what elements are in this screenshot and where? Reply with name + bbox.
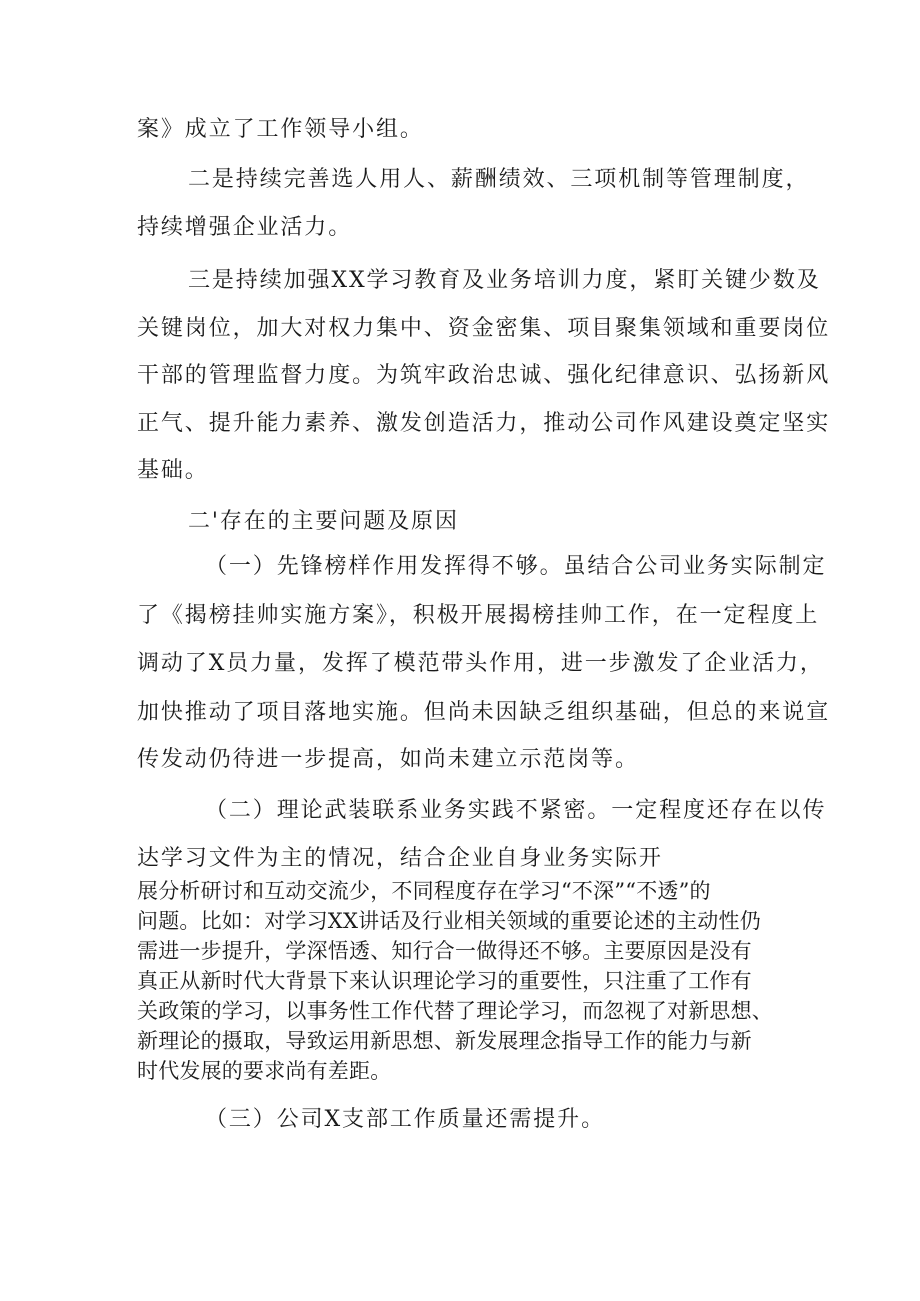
paragraph-line: 基础。: [137, 458, 209, 483]
paragraph-line: （二）理论武装联系业务实践不紧密。一定程度还存在以传: [205, 798, 827, 823]
paragraph-line: 问题。比如：对学习XX讲话及行业相关领域的重要论述的主动性仍: [137, 909, 761, 933]
section-heading: 二'存在的主要问题及原因: [188, 509, 459, 534]
paragraph-line: 需进一步提升，学深悟透、知行合一做得还不够。主要原因是没有: [137, 939, 752, 963]
paragraph-line: 达学习文件为主的情况，结合企业自身业务实际开: [137, 846, 663, 871]
paragraph-line: 持续增强企业活力。: [137, 215, 353, 240]
paragraph-line: （一）先锋榜样作用发挥得不够。虽结合公司业务实际制定: [205, 554, 827, 579]
paragraph-line: 传发动仍待进一步提高，如尚未建立示范岗等。: [137, 747, 639, 772]
paragraph-line: 调动了X员力量，发挥了模范带头作用，进一步激发了企业活力，: [137, 651, 824, 676]
paragraph-line: （三）公司X支部工作质量还需提升。: [205, 1107, 605, 1132]
paragraph-line: 正气、提升能力素养、激发创造活力，推动公司作风建设奠定坚实: [137, 411, 831, 436]
paragraph-line: 加快推动了项目落地实施。但尚未因缺乏组织基础，但总的来说宣: [137, 700, 831, 725]
paragraph-line: 三是持续加强XX学习教育及业务培训力度，紧盯关键少数及: [188, 268, 821, 293]
paragraph-line: 展分析研讨和互动交流少，不同程度存在学习“不深”“不透”的: [137, 879, 711, 903]
paragraph-line: 干部的管理监督力度。为筑牢政治忠诚、强化纪律意识、弘扬新风: [137, 363, 831, 388]
paragraph-line: 新理论的摄取，导致运用新思想、新发展理念指导工作的能力与新: [137, 1029, 752, 1053]
paragraph-line: 案》成立了工作领导小组。: [137, 117, 424, 142]
paragraph-line: 真正从新时代大背景下来认识理论学习的重要性，只注重了工作有: [137, 969, 752, 993]
paragraph-line: 时代发展的要求尚有差距。: [137, 1059, 392, 1083]
paragraph-line: 关键岗位，加大对权力集中、资金密集、项目聚集领域和重要岗位: [137, 316, 831, 341]
paragraph-line: 关政策的学习，以事务性工作代替了理论学习，而忽视了对新思想、: [137, 999, 773, 1023]
paragraph-line: 了《揭榜挂帅实施方案》，积极开展揭榜挂帅工作，在一定程度上: [137, 603, 820, 628]
paragraph-line: 二是持续完善选人用人、薪酬绩效、三项机制等管理制度，: [188, 167, 810, 192]
